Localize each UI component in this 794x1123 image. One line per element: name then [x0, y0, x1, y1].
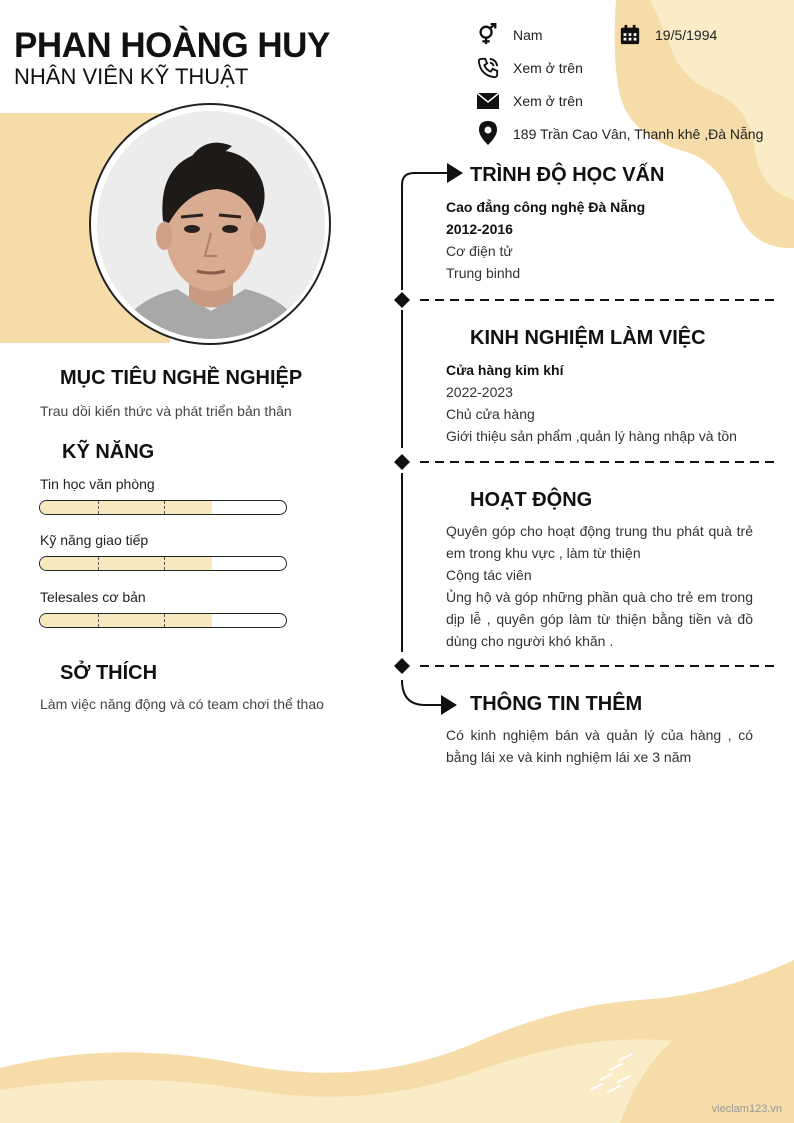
activity-item: Cộng tác viên — [446, 567, 532, 583]
objective-title: MỤC TIÊU NGHỀ NGHIỆP — [60, 367, 303, 389]
experience-position: Chủ cửa hàng — [446, 406, 535, 422]
skill-level-fill — [40, 614, 212, 627]
email-icon — [477, 93, 499, 109]
additional-info-text: Có kinh nghiệm bán và quản lý của hàng , có bằng lái xe và kinh nghiệm lái xe 3 năm — [446, 727, 753, 765]
activities-block — [446, 520, 753, 652]
birthday-value: 19/5/1994 — [655, 27, 718, 43]
candidate-name: PHAN HOÀNG HUY — [14, 26, 330, 65]
skill-bar — [39, 613, 287, 628]
activity-item: Ủng hộ và góp những phần quà cho trẻ em trong dịp lễ , quyên góp làm từ thiện bằng tiền và đồ dùng cho người khó khăn . — [446, 589, 753, 649]
education-block — [446, 196, 766, 284]
education-title: TRÌNH ĐỘ HỌC VẤN — [470, 164, 665, 186]
skill-level-fill — [40, 501, 212, 514]
skill-level-fill — [40, 557, 212, 570]
gender-icon — [476, 23, 498, 45]
gender-value: Nam — [513, 27, 543, 43]
skill-label: Telesales cơ bản — [40, 589, 146, 605]
activity-item: Quyên góp cho hoạt động trung thu phát quà trẻ em trong khu vực , làm từ thiện — [446, 523, 753, 561]
experience-company: Cửa hàng kim khí — [446, 362, 564, 378]
avatar — [97, 111, 325, 339]
hobbies-title: SỞ THÍCH — [60, 662, 158, 684]
education-school: Cao đẳng công nghệ Đà Nẵng — [446, 199, 646, 215]
education-years: 2012-2016 — [446, 221, 513, 237]
education-grade: Trung binhd — [446, 265, 521, 281]
experience-description: Giới thiệu sản phẩm ,quản lý hàng nhập và tồn — [446, 428, 737, 444]
objective-text: Trau dồi kiến thức và phát triển bản thân — [40, 403, 292, 419]
hobbies-text: Làm việc năng động và có team chơi thể thao — [40, 696, 324, 712]
additional-info-title: THÔNG TIN THÊM — [470, 693, 643, 715]
skill-label: Kỹ năng giao tiếp — [40, 532, 149, 548]
watermark-text: vieclam123.vn — [711, 1103, 782, 1115]
phone-icon — [477, 57, 499, 79]
skill-label: Tin học văn phòng — [40, 476, 155, 492]
location-icon — [479, 121, 497, 145]
activities-title: HOẠT ĐỘNG — [470, 489, 593, 511]
skill-bar — [39, 500, 287, 515]
skills-title: KỸ NĂNG — [62, 441, 155, 463]
experience-title: KINH NGHIỆM LÀM VIỆC — [470, 327, 706, 349]
calendar-icon — [619, 24, 641, 46]
experience-years: 2022-2023 — [446, 384, 513, 400]
job-title: NHÂN VIÊN KỸ THUẬT — [14, 64, 249, 89]
skill-bar — [39, 556, 287, 571]
phone-value: Xem ở trên — [513, 60, 583, 76]
education-major: Cơ điện tử — [446, 243, 513, 259]
experience-block — [446, 359, 766, 447]
address-value: 189 Trần Cao Vân, Thanh khê ,Đà Nẵng — [513, 126, 764, 142]
email-value: Xem ở trên — [513, 93, 583, 109]
